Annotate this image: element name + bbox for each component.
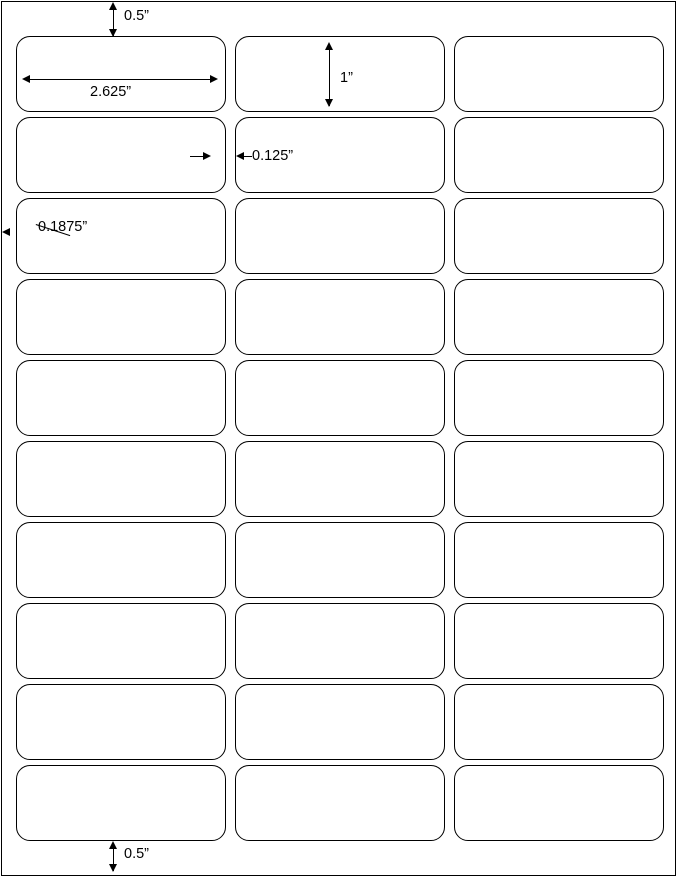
label-cell [454, 603, 664, 679]
label-cell [454, 36, 664, 112]
label-cell [454, 441, 664, 517]
label-cell [16, 198, 226, 274]
label-cell [235, 765, 445, 841]
label-cell [16, 117, 226, 193]
label-cell [454, 765, 664, 841]
label-cell [16, 441, 226, 517]
label-width-label: 2.625” [90, 84, 132, 100]
label-cell [454, 279, 664, 355]
label-cell [235, 441, 445, 517]
label-cell [16, 765, 226, 841]
label-cell [16, 684, 226, 760]
bottom-margin-label: 0.5” [124, 846, 149, 862]
label-cell [454, 117, 664, 193]
label-cell [454, 360, 664, 436]
label-cell [16, 360, 226, 436]
label-cell [235, 360, 445, 436]
side-margin-label: 0.1875” [38, 219, 88, 235]
top-margin-label: 0.5” [124, 8, 149, 24]
label-cell [16, 36, 226, 112]
label-cell [16, 603, 226, 679]
label-cell [235, 603, 445, 679]
horizontal-gap-label: 0.125” [252, 148, 294, 164]
label-cell [454, 684, 664, 760]
label-cell [235, 522, 445, 598]
label-cell [235, 684, 445, 760]
label-cell [235, 279, 445, 355]
label-cell [16, 522, 226, 598]
label-cell [454, 522, 664, 598]
label-grid [16, 36, 664, 842]
label-cell [235, 198, 445, 274]
label-cell [454, 198, 664, 274]
label-height-label: 1” [340, 70, 353, 86]
label-cell [16, 279, 226, 355]
